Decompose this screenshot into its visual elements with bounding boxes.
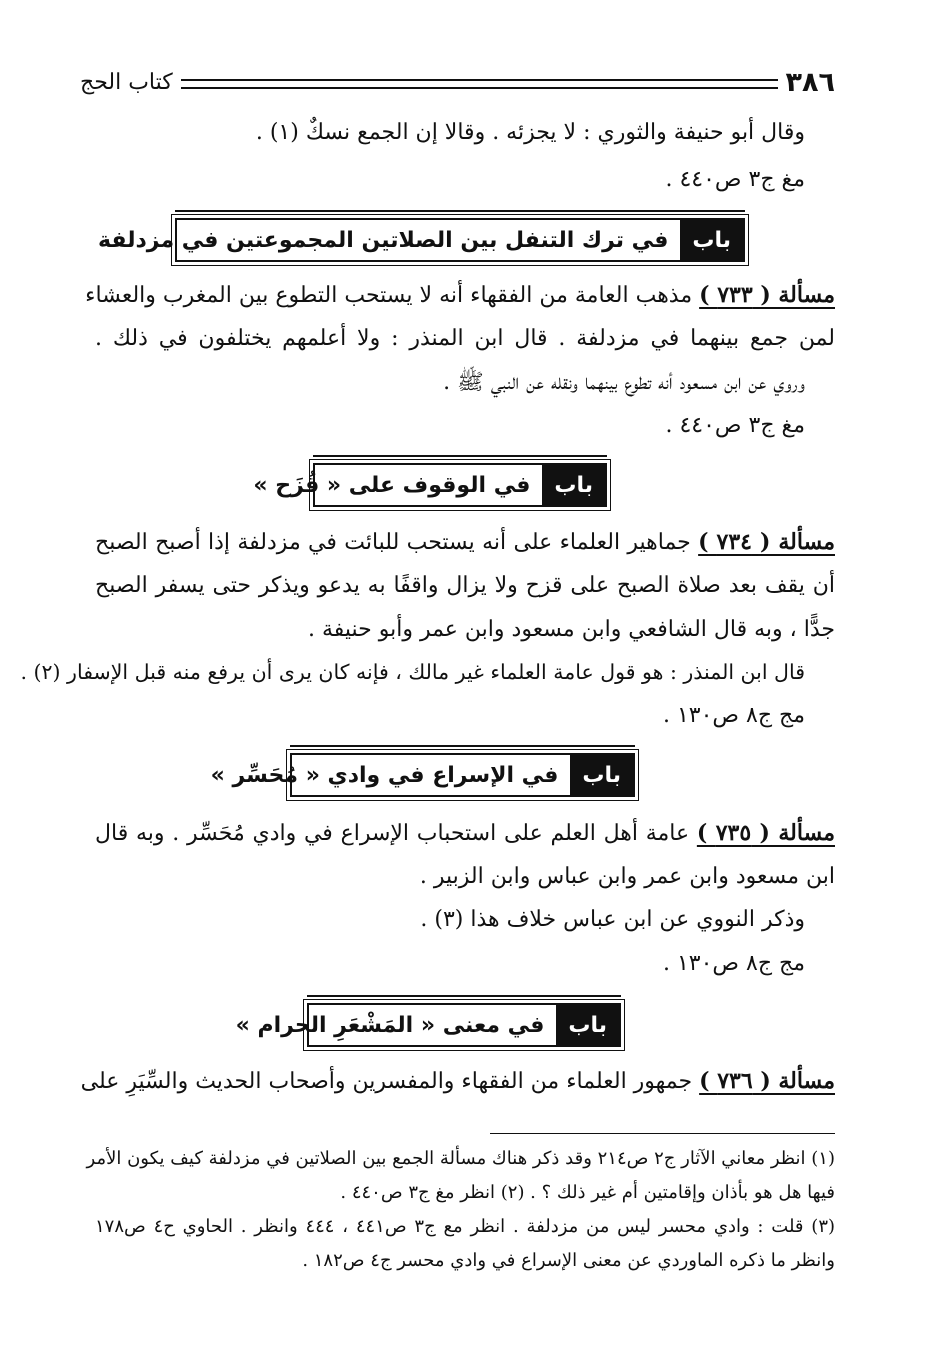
masala-text: مذهب العامة من الفقهاء أنه لا يستحب التطوع بين المغرب والعشاء [85,283,693,308]
bab-label: باب [556,1005,619,1045]
section-heading-2 [253,463,607,507]
masala-line [85,275,835,315]
heading-top-rule [307,995,621,997]
text-line: جدًّا ، وبه قال الشافعي وابن مسعود وابن عمر وأبو حنيفة . [307,617,835,642]
text-line: أن يقف بعد صلاة الصبح على قزح ولا يزال واقفًا به يدعو ويذكر حتى يسفر الصبح [95,573,835,598]
text-line: لمن جمع بينهما في مزدلفة . قال ابن المنذر : ولا أعلمهم يختلفون في ذلك . [95,326,836,351]
footnote-line: وانظر ما ذكره الماوردي عن معنى الإسراع في وادي محسر ج٤ ص١٨٢ . [302,1250,835,1271]
heading-top-rule [175,210,745,212]
masala-number: مسألة ( ٧٣٣ ) [699,282,835,308]
masala-line [95,522,835,562]
masala-number: مسألة ( ٧٣٤ ) [698,529,835,555]
section-heading-4 [235,1003,621,1047]
footnote-line: (٣) قلت : وادي محسر ليس من مزدلفة . انظر مع ج٣ ص٤٤١ ، ٤٤٤ وانظر . الحاوي ح٤ ص١٧٨ [95,1216,836,1237]
footnote-line: (١) انظر معاني الآثار ج٢ ص٢١٤ وقد ذكر هناك مسألة الجمع بين الصلاتين في مزدلفة كيف يكون الأمر [86,1148,835,1169]
section-heading-1 [98,218,745,262]
bab-label: باب [680,220,743,260]
reference-line: مج ج٨ ص١٣٠ . [662,703,805,728]
footnote-separator [490,1133,835,1134]
heading-top-rule [313,455,607,457]
running-header [80,62,835,102]
heading-top-rule [290,745,635,747]
masala-text: جمهور العلماء من الفقهاء والمفسرين وأصحاب الحديث والسِّيَرِ على [80,1069,693,1094]
section-title: في معنى « المَشْعَرِ الحرام » [235,1012,545,1038]
section-heading-3 [210,753,635,797]
text-line: قال ابن المنذر : هو قول عامة العلماء غير مالك ، فإنه كان يرى أن يرفع منه قبل الإسفار (٢) . [20,660,805,684]
footnote-line: فيها هل هو بأذان وإقامتين أم غير ذلك ؟ . (٢) انظر مغ ج٣ ص٤٤٠ . [340,1182,835,1203]
bab-label: باب [570,755,633,795]
reference-line: مغ ج٣ ص٤٤٠ . [665,413,805,438]
masala-line [80,1061,835,1101]
bab-label: باب [542,465,605,505]
masala-text: جماهير العلماء على أنه يستحب للبائت في مزدلفة إذا أصبح الصبح [95,530,691,555]
text-line: ابن مسعود وابن عمر وابن عباس وابن الزبير . [419,864,835,889]
reference-line: مج ج٨ ص١٣٠ . [662,951,805,976]
masala-number: مسألة ( ٧٣٦ ) [699,1068,835,1094]
intro-line: وقال أبو حنيفة والثوري : لا يجزئه . وقالا إن الجمع نسكٌ (١) . [255,120,805,145]
masala-text: عامة أهل العلم على استحباب الإسراع في وادي مُحَسِّر . وبه قال [95,821,690,846]
header-rule [181,79,778,89]
section-title: في ترك التنفل بين الصلاتين المجموعتين في مزدلفة [98,227,669,253]
masala-number: مسألة ( ٧٣٥ ) [696,820,835,846]
text-line: وروي عن ابن مسعود أنه تطوع بينهما ونقله عن النبي ﷺ . [443,370,805,395]
text-line: وذكر النووي عن ابن عباس خلاف هذا (٣) . [420,907,805,932]
section-title: في الوقوف على « قُزَح » [253,472,531,498]
intro-reference: مغ ج٣ ص٤٤٠ . [665,167,805,192]
page-number: ٣٨٦ [785,66,835,98]
masala-line [95,813,835,853]
section-title: في الإسراع في وادي « مُحَسِّر » [210,762,559,788]
book-title: كتاب الحج [80,69,173,95]
